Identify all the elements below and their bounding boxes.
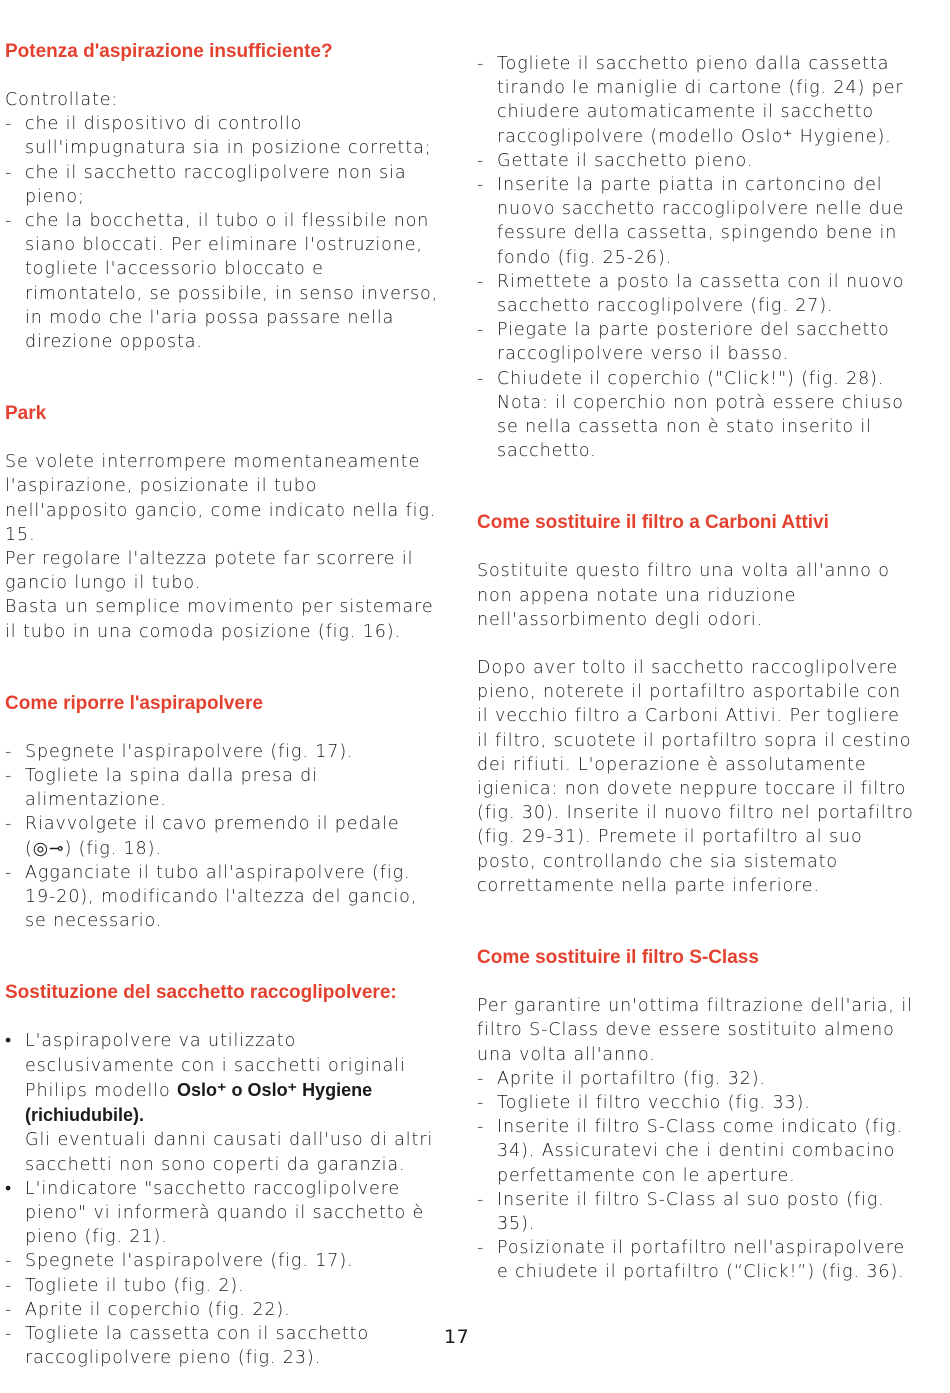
list-item: - Inserite la parte piatta in cartoncino del nuovo sacchetto raccoglipolvere nelle due fessure della cassetta, spingendo bene in fondo (fig. 25-26). — [477, 175, 905, 268]
list-item: - Togliete la spina dalla presa di alimentazione. — [5, 766, 318, 811]
list-item: - Aprite il portafiltro (fig. 32). — [477, 1068, 766, 1089]
list-item: - Agganciate il tubo all'aspirapolvere (fig. 19-20), modificando l'altezza del gancio, se necessario. — [5, 862, 418, 932]
right-column — [477, 40, 917, 1285]
heading-insufficient-suction: Potenza d'aspirazione insufficiente? — [5, 41, 333, 62]
page-number: 17 — [444, 1326, 470, 1348]
heading-carbon-filter: Come sostituire il filtro a Carboni Attivi — [477, 512, 829, 534]
bag-list — [5, 1029, 445, 1370]
list-item: - che il sacchetto raccoglipolvere non sia pieno; — [5, 162, 407, 207]
list-item: - Piegate la parte posteriore del sacchetto raccoglipolvere verso il basso. — [477, 320, 890, 365]
storage-list — [5, 740, 445, 934]
list-item: - Rimettete a posto la cassetta con il nuovo sacchetto raccoglipolvere (fig. 27). — [477, 271, 905, 317]
list-item: - Inserite il filtro S-Class al suo posto (fig. 35). — [477, 1189, 885, 1234]
list-item: - che il dispositivo di controllo sull'impugnatura sia in posizione corretta; — [5, 114, 432, 159]
list-item: - Posizionate il portafiltro nell'aspirapolvere e chiudete il portafiltro (“Click!”) (fig. 36). — [477, 1238, 906, 1283]
list-item: - Chiudete il coperchio ("Click!") (fig. 28). Nota: il coperchio non potrà essere chiuso se nella cassetta non è stato inserito il sacchetto. — [477, 368, 904, 462]
heading-bag-replacement: Sostituzione del sacchetto raccoglipolvere: — [5, 982, 397, 1004]
heading-storage: Come riporre l'aspirapolvere — [5, 692, 263, 714]
bag-model-name: Oslo⁺ o Oslo⁺ Hygiene (richiudubile). — [25, 1079, 373, 1126]
carbon-paragraph: Dopo aver tolto il sacchetto raccoglipolvere pieno, noterete il portafiltro asportabile con il vecchio filtro a Carboni Attivi. Per togliere il filtro, scuotete il portafiltro sopra il cestino dei rifiuti. L'operazione è assolutamente igienica: non dovete neppure toccare il filtro (fig. 30). Inserite il nuovo filtro nel portafiltro (fig. 29-31). Premete il portafiltro al suo posto, controllando che sia sistemato correttamente nella parte inferiore. — [477, 658, 914, 896]
carbon-paragraph: Sostituite questo filtro una volta all'anno o non appena notate una riduzione nell'assorbimento degli odori. — [477, 561, 890, 630]
sclass-list — [477, 1067, 917, 1285]
park-paragraph: Per regolare l'altezza potete far scorrere il gancio lungo il tubo. — [5, 549, 414, 594]
list-item: - Inserite il filtro S-Class come indicato (fig. 34). Assicuratevi che i dentini combacino perfettamente con le aperture. — [477, 1117, 903, 1186]
park-paragraph: Se volete interrompere momentaneamente l'aspirazione, posizionate il tubo nell'apposito gancio, come indicato nella fig. 15. — [5, 452, 437, 545]
heading-park: Park — [5, 403, 47, 425]
list-item: - Togliete il sacchetto pieno dalla cassetta tirando le maniglie di cartone (fig. 24) per chiudere automaticamente il sacchetto raccoglipolvere (modello Oslo⁺ Hygiene). — [477, 54, 904, 147]
left-column — [5, 40, 445, 1370]
bag-steps-list — [477, 52, 917, 463]
sclass-intro: Per garantire un'ottima filtrazione dell'aria, il filtro S-Class deve essere sostituito almeno una volta all'anno. — [477, 996, 913, 1065]
list-item: • L'aspirapolvere va utilizzato esclusivamente con i sacchetti originali Philips modello Oslo⁺ o Oslo⁺ Hygiene (richiudubile). Gli eventuali danni causati dall'uso di altri sacchetti non sono coperti da garanzia. — [5, 1031, 434, 1175]
list-item: - Togliete la cassetta con il sacchetto raccoglipolvere pieno (fig. 23). — [5, 1323, 370, 1369]
check-intro: Controllate: — [5, 90, 119, 110]
heading-sclass-filter: Come sostituire il filtro S-Class — [477, 947, 759, 969]
list-item: - Spegnete l'aspirapolvere (fig. 17). — [5, 1251, 354, 1272]
list-item: - che la bocchetta, il tubo o il flessibile non siano bloccati. Per eliminare l'ostruzione, togliete l'accessorio bloccato e rimontatelo, se possibile, in senso inverso, in modo che l'aria possa passare nella direzione opposta. — [5, 211, 439, 353]
list-item: - Gettate il sacchetto pieno. — [477, 150, 754, 171]
park-paragraph: Basta un semplice movimento per sistemare il tubo in una comoda posizione (fig. 16). — [5, 597, 434, 642]
list-item: - Spegnete l'aspirapolvere (fig. 17). — [5, 741, 354, 762]
list-item: - Riavvolgete il cavo premendo il pedale (◎⊸) (fig. 18). — [5, 814, 400, 859]
list-item: - Aprite il coperchio (fig. 22). — [5, 1299, 291, 1320]
list-item: • L'indicatore "sacchetto raccoglipolvere pieno" vi informerà quando il sacchetto è pieno (fig. 21). — [5, 1178, 425, 1248]
list-item: - Togliete il tubo (fig. 2). — [5, 1275, 245, 1296]
list-item: - Togliete il filtro vecchio (fig. 33). — [477, 1092, 811, 1113]
check-list — [5, 112, 445, 354]
